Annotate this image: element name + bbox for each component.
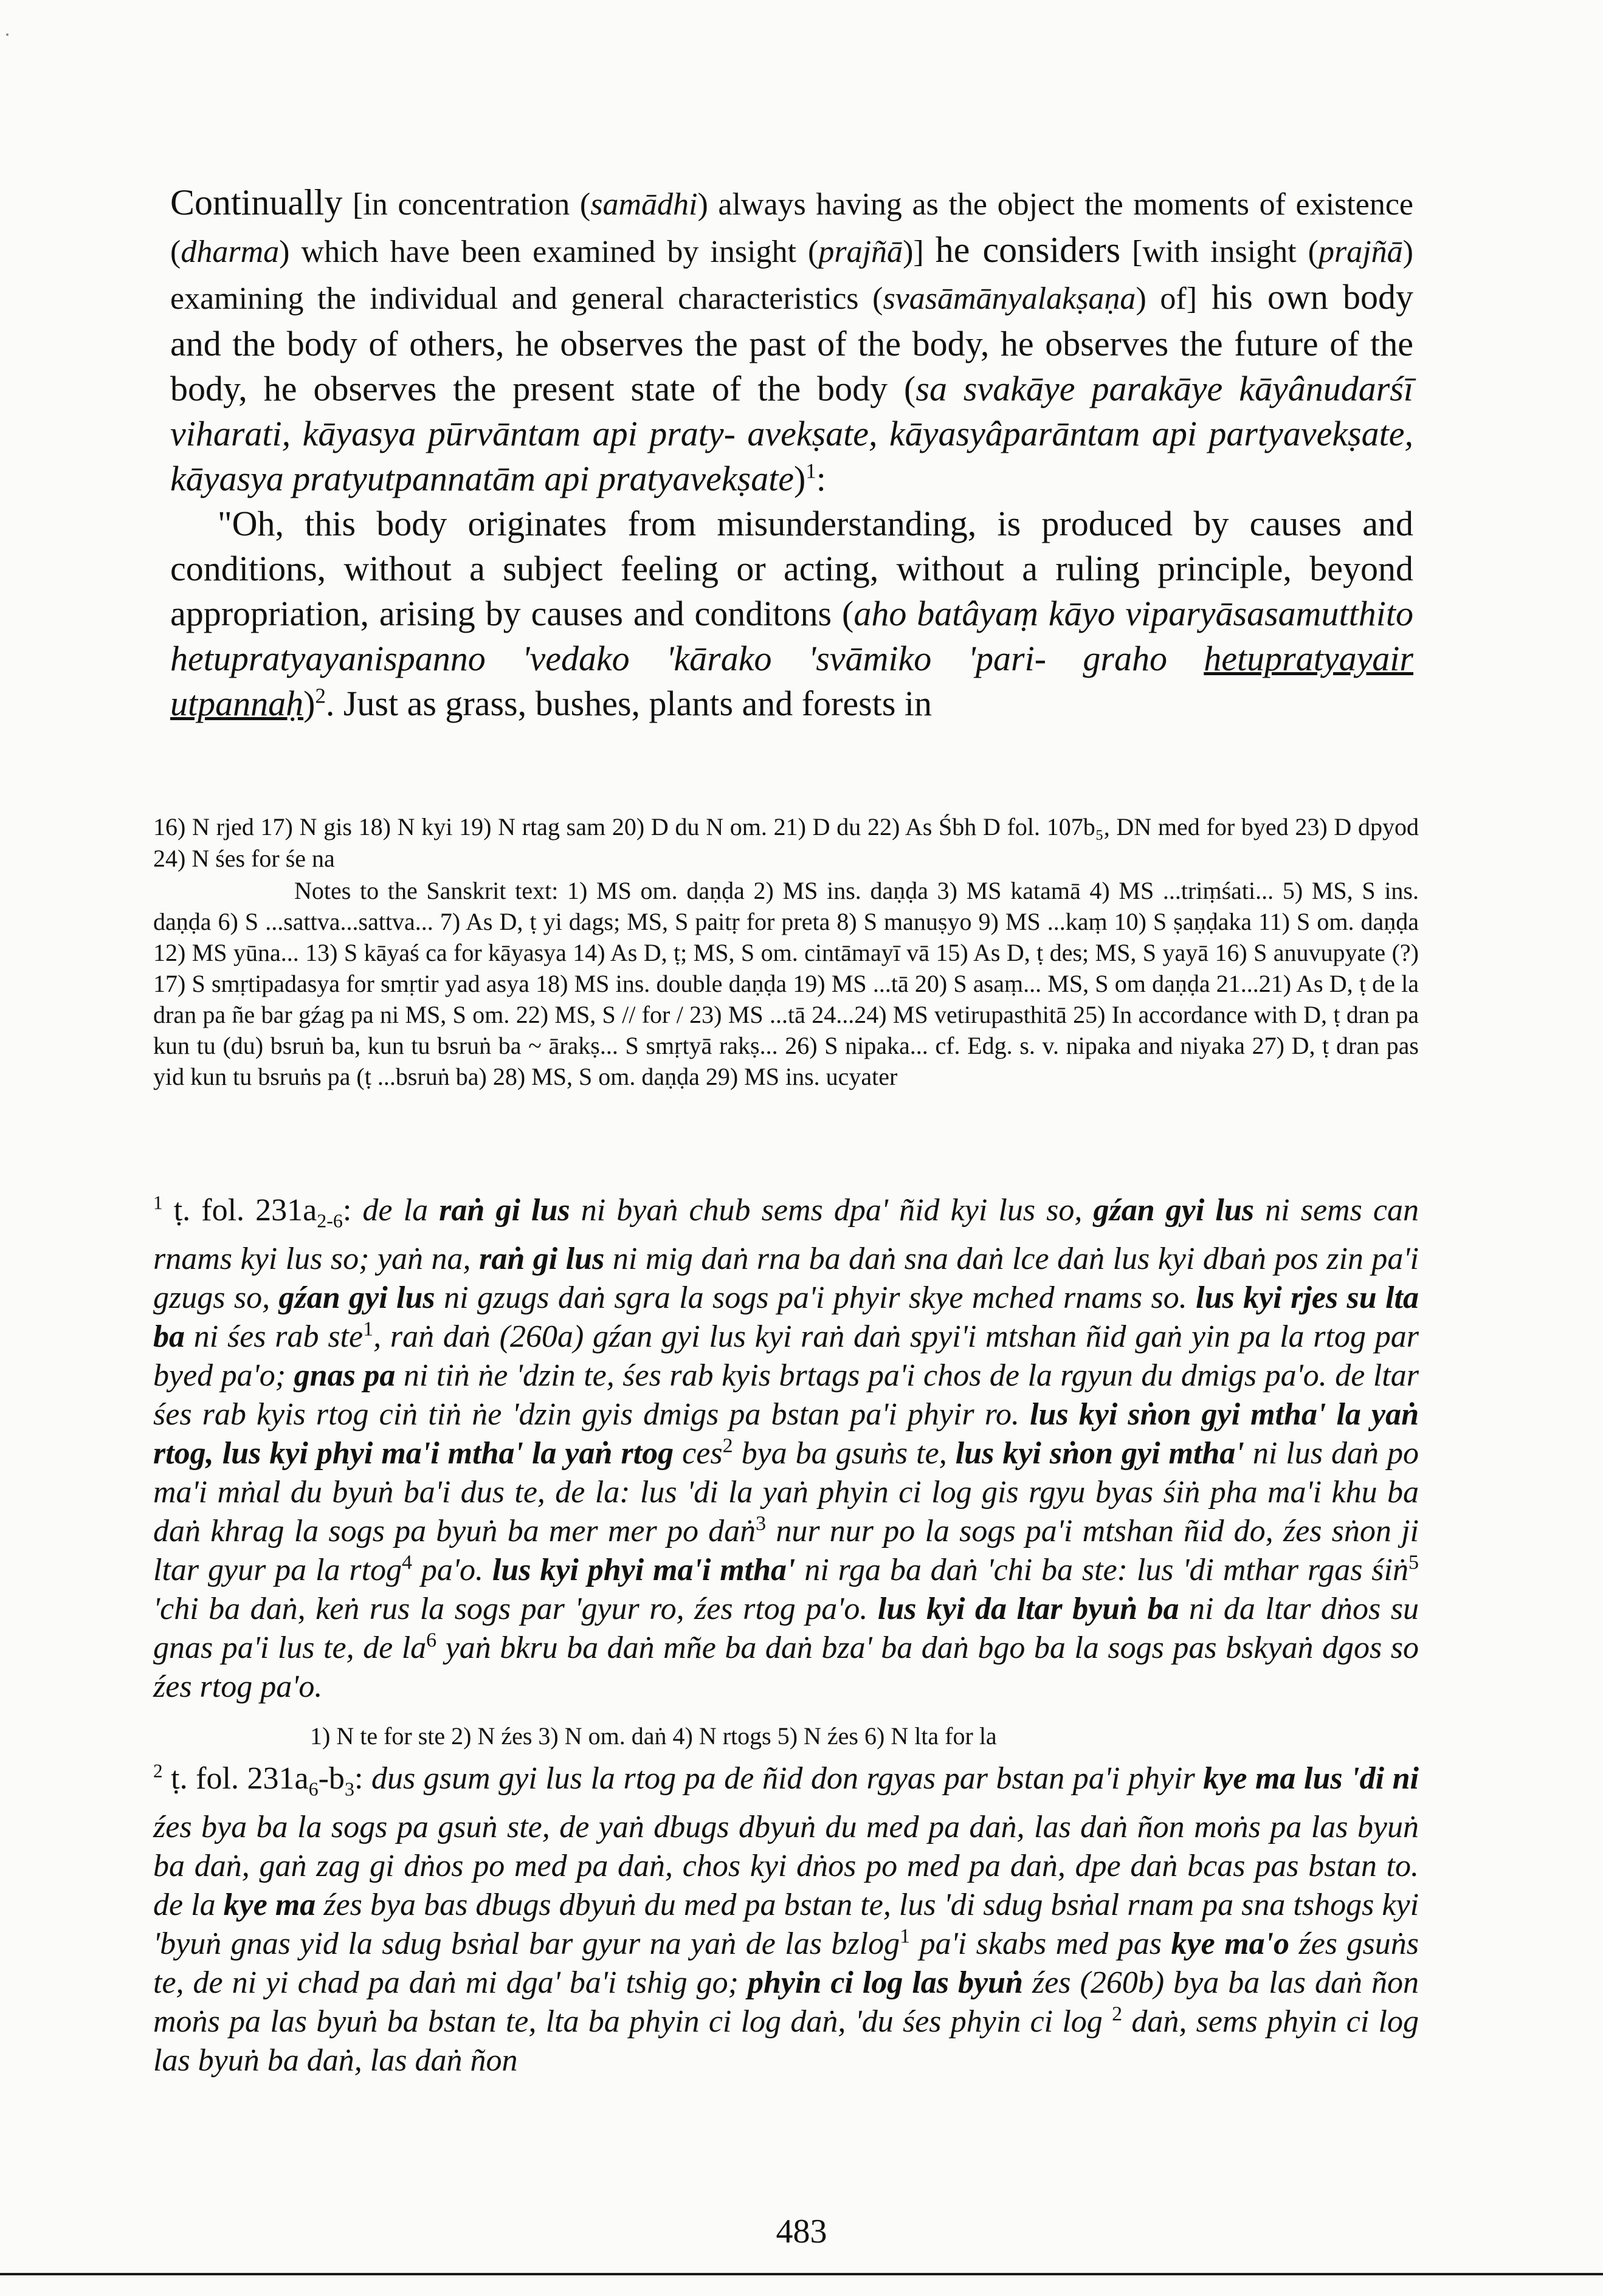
text-span: pa'o. xyxy=(412,1553,492,1588)
note-mark: 4 xyxy=(402,1552,413,1575)
text-span: ) always having as the object the moments of existence ( xyxy=(170,187,1413,269)
bold-term: lus kyi sṅon gyi mtha' xyxy=(955,1436,1244,1471)
term-dharma: dharma xyxy=(181,235,280,269)
scan-speck xyxy=(6,33,9,36)
text-span: 6 xyxy=(308,1778,319,1800)
text-span: ni mig daṅ rna ba daṅ sna daṅ lce daṅ lus kyi dbaṅ pos zin pa'i gzugs so, xyxy=(153,1242,1419,1316)
bold-term: gźan gyi lus xyxy=(278,1280,435,1316)
text-span: ni rga ba daṅ 'chi ba ste: lus 'di mthar rgas śiṅ xyxy=(795,1553,1408,1588)
bold-term: kye ma lus 'di ni xyxy=(1203,1761,1419,1796)
note-mark: 6 xyxy=(426,1629,437,1652)
text-span: ) xyxy=(794,459,806,498)
bottom-rule xyxy=(0,2273,1603,2275)
text-span: de la xyxy=(351,1193,440,1228)
text-span: ni tiṅ ṅe 'dzin te, śes rab kyis brtags pa'i chos de la rgyun du dmigs pa'o. de ltar śes rab kyis rtog ciṅ tiṅ ṅe 'dzin gyis dmigs pa bstan pa'i phyir ro. xyxy=(153,1358,1419,1432)
bold-term: kye ma xyxy=(223,1888,316,1923)
footnote-1-variants: 1) N te for ste 2) N źes 3) N om. daṅ 4) N rtogs 5) N źes 6) N lta for la xyxy=(310,1722,997,1750)
bold-term: lus kyi sṅon gyi mtha' la yaṅ rtog, lus kyi phyi ma'i mtha' la yaṅ rtog xyxy=(153,1397,1419,1471)
note-mark: 2 xyxy=(722,1435,733,1458)
text-span: : xyxy=(354,1761,364,1796)
text-span: [in concentration ( xyxy=(342,187,591,222)
sanskrit-quote: sa svakāye parakāye kāyânudarśī viharati, kāyasya pūrvāntam api praty- avekṣate, kāyasyâparāntam api partyavekṣate, kāyasya pratyutpannatām api pratyavekṣate xyxy=(170,369,1413,498)
text-span: pa'i skabs med pas xyxy=(910,1927,1171,1962)
bold-term: phyin ci log las byuṅ xyxy=(747,1965,1023,2001)
text-span: ni gzugs daṅ sgra la sogs pa'i phyir skye mched rnams so. xyxy=(435,1280,1196,1316)
text-span: )] xyxy=(903,235,936,269)
text-span: źes (260b) bya ba las daṅ ñon moṅs pa las byuṅ ba bstan te, lta ba phyin ci log daṅ, 'du śes phyin ci log xyxy=(153,1965,1419,2040)
footnote-ref: 1 xyxy=(805,459,816,483)
text-span: -b xyxy=(318,1761,345,1796)
text-span: ) xyxy=(303,684,315,723)
footnote-2 xyxy=(153,1759,1419,2080)
bold-term: gźan gyi lus xyxy=(1093,1193,1255,1228)
sanskrit-underlined: hetupratyayair utpannaḥ xyxy=(170,639,1413,723)
paragraph-1 xyxy=(170,180,1413,501)
bold-term: raṅ gi lus xyxy=(439,1193,570,1228)
footnote-number: 2 xyxy=(153,1760,163,1782)
note-mark: 2 xyxy=(1112,2003,1123,2026)
note-mark: 5 xyxy=(1408,1552,1419,1575)
bold-term: lus kyi phyi ma'i mtha' xyxy=(492,1553,796,1588)
page-number: 483 xyxy=(776,2213,827,2250)
text-span: ṭ. fol. 231a xyxy=(171,1761,309,1796)
text-span: he considers xyxy=(935,230,1121,270)
note-mark: 3 xyxy=(756,1513,767,1536)
text-span: yaṅ bkru ba daṅ mñe ba daṅ bza' ba daṅ bgo ba la sogs pas bskyaṅ dgos so źes rtog pa'o. xyxy=(153,1631,1419,1705)
bold-term: kye ma'o xyxy=(1171,1927,1290,1962)
sanskrit-text-notes: Notes to the Sanskrit text: 1) MS om. daṇḍa 2) MS ins. daṇḍa 3) MS katamā 4) MS ...triṃśati... 5) MS, S ins. daṇḍa 6) S ...sattva...sattva... 7) As D, ṭ yi dags; MS, S paitṛ for preta 8) S manuṣyo 9) MS ...kaṃ 10) S ṣaṇḍaka 11) S om. daṇḍa 12) MS yūna... 13) S kāyaś ca for kāyasya 14) As D, ṭ; MS, S om. cintāmayī vā 15) As D, ṭ des; MS, S yayā 16) S anuvupyate (?) 17) S smṛtipadasya for smṛtir yad asya 18) MS ins. double daṇḍa 19) MS ...tā 20) S asaṃ... MS, S om daṇḍa 21...21) As D, ṭ de la dran pa ñe bar gźag pa ni MS, S om. 22) MS, S // for / 23) MS ...tā 24...24) MS vetirupasthitā 25) In accordance with D, ṭ dran pa kun tu (du) bsruṅ ba, kun tu bsruṅ ba ~ ārakṣ... S smṛtyā rakṣ... 26) S nipaka... cf. Edg. s. v. nipaka and niyaka 27) D, ṭ dran pas yid kun tu bsruṅs pa (ṭ ...bsruṅ ba) 28) MS, S om. daṇḍa 29) MS ins. ucyater xyxy=(153,877,1419,1090)
note-mark: 1 xyxy=(363,1318,374,1341)
text-span: 2-6 xyxy=(317,1209,343,1232)
bold-term: raṅ gi lus xyxy=(479,1242,605,1277)
text-span: his own body and the body of others, he observes the past of the body, he observes the future of the body, he observes the present state of the body ( xyxy=(170,277,1414,408)
text-span: ) which have been examined by insight ( xyxy=(279,235,819,269)
term-samadhi: samādhi xyxy=(590,187,698,222)
bold-term: lus kyi da ltar byuṅ ba xyxy=(877,1592,1179,1627)
text-span: daṅ, sems phyin ci log las byuṅ ba daṅ, las daṅ ñon xyxy=(153,2004,1419,2078)
text-span: ni byaṅ chub sems dpa' ñid kyi lus so, xyxy=(570,1193,1094,1228)
text-span: , raṅ daṅ (260a) gźan gyi lus kyi raṅ daṅ spyi'i mtshan ñid gaṅ yin pa la rtog par byed pa'o; xyxy=(153,1319,1419,1394)
text-span: bya ba gsuṅs te, xyxy=(733,1436,956,1471)
text-span: nur nur po la sogs pa'i mtshan ñid do, źes sṅon ji ltar gyur pa la rtog xyxy=(153,1514,1419,1588)
text-span: 'chi ba daṅ, keṅ rus la sogs par 'gyur ro, źes rtog pa'o. xyxy=(153,1592,878,1627)
text-span: ) examining the individual and general characteristics ( xyxy=(170,235,1413,316)
text-span: : xyxy=(816,459,826,498)
text-span: źes bya ba la sogs pa gsuṅ ste, de yaṅ dbugs dbyuṅ du med pa daṅ, las daṅ ñon moṅs pa las byuṅ ba daṅ, gaṅ zag gi dṅos po med pa daṅ, chos kyi dṅos po med pa daṅ, dpe daṅ bcas pas bstan to. de la xyxy=(153,1810,1419,1923)
text-span: źes gsuṅs te, de ni yi chad pa daṅ mi dga' ba'i tshig go; xyxy=(153,1927,1419,2001)
text-span: ces xyxy=(674,1436,723,1471)
text-span: ni sems can rnams kyi lus so; yaṅ na, xyxy=(153,1193,1419,1277)
text-span: "Oh, this body originates from misunderstanding, is produced by causes and conditions, without a subject feeling or acting, without a ruling principle, beyond appropriation, arising by causes and conditons ( xyxy=(170,504,1413,633)
paragraph-2 xyxy=(170,501,1413,726)
bold-term: gnas pa xyxy=(294,1358,396,1394)
text-span: 3 xyxy=(344,1778,354,1800)
main-text xyxy=(170,180,1413,726)
text-span: dus gsum gyi lus la rtog pa de ñid don rgyas par bstan pa'i phyir xyxy=(363,1761,1204,1796)
text-span: [with insight ( xyxy=(1120,235,1319,269)
term-prajna: prajñā xyxy=(1318,235,1403,269)
text-span: ) of] xyxy=(1136,281,1198,316)
term-prajna: prajñā xyxy=(818,235,903,269)
opening-word: Continually xyxy=(170,182,343,222)
text-span: ni lus daṅ po ma'i mṅal du byuṅ ba'i dus te, de la: lus 'di la yaṅ phyin ci log gis rgyu byas śiṅ pha ma'i khu ba daṅ khrag la sogs pa byuṅ ba mer mer po daṅ xyxy=(153,1436,1419,1549)
note-mark: 1 xyxy=(900,1925,911,1948)
sanskrit-quote: aho batâyaṃ kāyo viparyāsasamutthito hetupratyayanispanno 'vedako 'kārako 'svāmiko 'pari- graho xyxy=(170,594,1414,678)
text-span: : xyxy=(342,1193,352,1228)
text-span: ṭ. fol. 231a xyxy=(173,1193,317,1228)
term-svasamanyalaksana: svasāmānyalakṣaṇa xyxy=(883,281,1136,316)
footnote-number: 1 xyxy=(153,1192,163,1214)
tibetan-variant-notes: 16) N rjed 17) N gis 18) N kyi 19) N rtag sam 20) D du N om. 21) D du 22) As Śbh D fol. 107b₅, DN med for byed 23) D dpyod 24) N śes for śe na xyxy=(153,813,1419,872)
text-span: źes bya bas dbugs dbyuṅ du med pa bstan te, lus 'di sdug bsṅal rnam pa sna tshogs kyi 'byuṅ gnas yid la sdug bsṅal bar gyur na yaṅ de las bzlog xyxy=(153,1888,1419,1962)
text-span: ni śes rab ste xyxy=(185,1319,364,1355)
footnote-ref: 2 xyxy=(315,684,326,708)
text-span: ni da ltar dṅos su gnas pa'i lus te, de la xyxy=(153,1592,1419,1666)
text-span: . Just as grass, bushes, plants and forests in xyxy=(325,684,932,723)
bold-term: lus kyi rjes su lta ba xyxy=(153,1280,1419,1355)
footnote-1 xyxy=(153,1191,1419,1707)
